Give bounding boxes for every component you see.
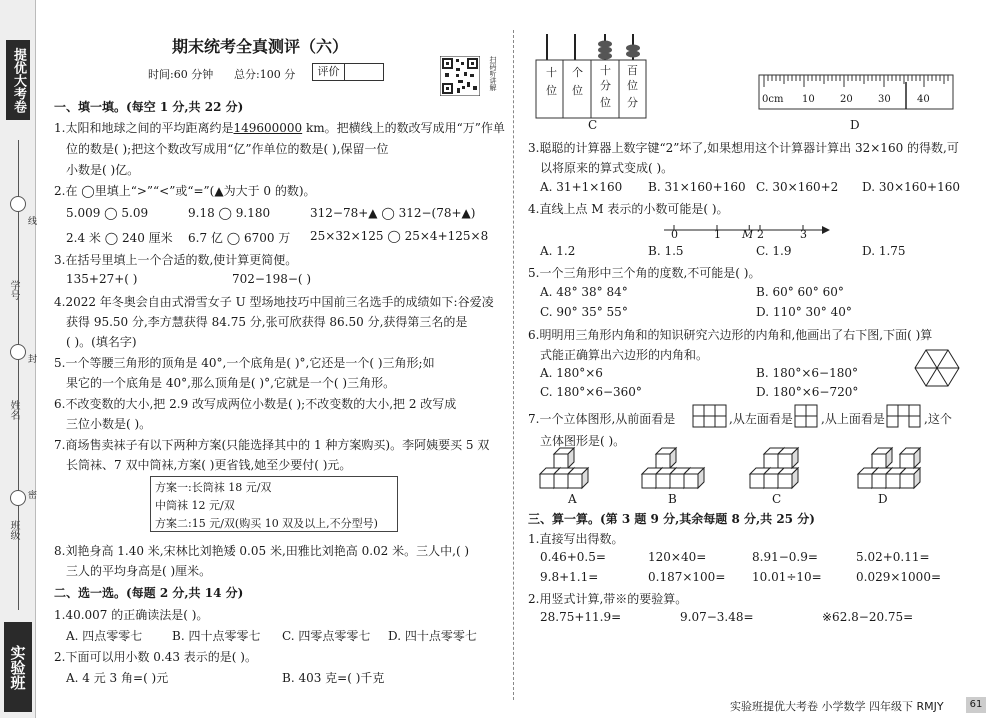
number-line-label: 1 bbox=[714, 228, 721, 241]
s2-q3-option[interactable]: C. 30×160+2 bbox=[756, 180, 839, 194]
s2-q1-prompt: 1.40.007 的正确读法是( )。 bbox=[54, 608, 209, 622]
s2-q6-line1: 6.明明用三角形内角和的知识研究六边形的内角和,他画出了右下图,下面( )算 bbox=[528, 328, 933, 342]
s2-q6-option[interactable]: D. 180°×6−720° bbox=[756, 385, 859, 399]
q2-item: 9.18 ◯ 9.180 bbox=[188, 206, 271, 220]
hexagon-figure bbox=[914, 348, 960, 388]
s2-q6-line2: 式能正确算出六边形的内角和。 bbox=[540, 348, 709, 362]
seal-word: 封 bbox=[28, 355, 38, 365]
abacus-label: 百 bbox=[627, 64, 638, 77]
s2-q2-prompt: 2.下面可以用小数 0.43 表示的是( )。 bbox=[54, 650, 257, 664]
page-divider bbox=[513, 30, 514, 700]
s2-q5-prompt: 5.一个三角形中三个角的度数,不可能是( )。 bbox=[528, 266, 761, 280]
number-line-label: 3 bbox=[800, 228, 807, 241]
seal-word: 密 bbox=[28, 491, 38, 501]
student-id-label: 学号 bbox=[8, 280, 19, 300]
q7-line1: 7.商场售卖袜子有以下两种方案(只能选择其中的 1 种方案购买)。李阿姨要买 5 双 bbox=[54, 438, 490, 452]
score-label: 总分:100 分 bbox=[234, 68, 296, 81]
s2-q7-text-d: ,这个 bbox=[924, 412, 952, 426]
solid-label[interactable]: C bbox=[772, 492, 782, 506]
s2-q2-option[interactable]: B. 403 克=( )千克 bbox=[282, 671, 385, 685]
left-view-icon bbox=[794, 404, 820, 428]
calc-item[interactable]: 0.46+0.5= bbox=[540, 550, 606, 564]
number-line-m-label: M bbox=[742, 228, 754, 241]
q2-item: 25×32×125 ◯ 25×4+125×8 bbox=[310, 229, 489, 243]
s2-q4-option[interactable]: A. 1.2 bbox=[540, 244, 576, 258]
class-label: 班级 bbox=[8, 520, 19, 540]
brand-logo-top: 提优大考卷 bbox=[6, 40, 30, 120]
abacus-label: 位 bbox=[627, 79, 638, 92]
s2-q1-option[interactable]: D. 四十点零零七 bbox=[388, 629, 477, 643]
s2-q5-option[interactable]: B. 60° 60° 60° bbox=[756, 285, 844, 299]
plan-one: 方案一:长筒袜 18 元/双 bbox=[155, 481, 272, 494]
abacus-label: 位 bbox=[572, 84, 583, 97]
name-label: 姓名 bbox=[8, 400, 19, 420]
s2-q6-option[interactable]: A. 180°×6 bbox=[540, 366, 603, 380]
q3-item: 135+27+( ) bbox=[66, 272, 138, 286]
ruler-tick-label: 20 bbox=[840, 94, 853, 105]
s2-q3-option[interactable]: B. 31×160+160 bbox=[648, 180, 746, 194]
calc-item[interactable]: 0.029×1000= bbox=[856, 570, 942, 584]
s2-q5-option[interactable]: C. 90° 35° 55° bbox=[540, 305, 628, 319]
plan-one-b: 中筒袜 12 元/双 bbox=[155, 499, 235, 512]
s2-q6-option[interactable]: C. 180°×6−360° bbox=[540, 385, 642, 399]
q6-line2: 三位小数是( )。 bbox=[66, 417, 152, 431]
s3-q1-prompt: 1.直接写出得数。 bbox=[528, 532, 624, 546]
s2-q6-option[interactable]: B. 180°×6−180° bbox=[756, 366, 858, 380]
q4-line1: 4.2022 年冬奥会自由式滑雪女子 U 型场地技巧中国前三名选手的成绩如下:谷爱凌 bbox=[54, 295, 494, 309]
s2-q4-option[interactable]: D. 1.75 bbox=[862, 244, 906, 258]
ruler-tick-label: 40 bbox=[917, 94, 930, 105]
s2-q7-line2: 立体图形是( )。 bbox=[540, 434, 626, 448]
option-c-label: C bbox=[588, 118, 598, 132]
abacus-label: 分 bbox=[627, 96, 638, 109]
s2-q7-text-a: 7.一个立体图形,从前面看是 bbox=[528, 412, 676, 426]
q3-prompt: 3.在括号里填上一个合适的数,使计算更简便。 bbox=[54, 253, 298, 267]
abacus-label: 分 bbox=[600, 79, 611, 92]
evaluation-box[interactable] bbox=[312, 63, 384, 81]
plan-two: 方案二:15 元/双(购买 10 双及以上,不分型号) bbox=[155, 517, 378, 530]
brand-logo-bottom: 实验班 bbox=[4, 622, 32, 712]
section3-heading: 三、算一算。(第 3 题 9 分,其余每题 8 分,共 25 分) bbox=[528, 512, 815, 526]
abacus-label: 个 bbox=[572, 66, 583, 79]
solid-option-d bbox=[858, 448, 920, 488]
q6-line1: 6.不改变数的大小,把 2.9 改写成两位小数是( );不改变数的大小,把 2 改写成 bbox=[54, 397, 457, 411]
ruler-tick-label: 30 bbox=[878, 94, 891, 105]
qr-code-icon[interactable] bbox=[440, 56, 480, 96]
abacus-label: 十 bbox=[546, 66, 557, 79]
calc-item[interactable]: 9.8+1.1= bbox=[540, 570, 599, 584]
number-line-label: 0 bbox=[671, 228, 678, 241]
option-d-label: D bbox=[850, 118, 860, 132]
vertical-calc-item[interactable]: 28.75+11.9= bbox=[540, 610, 622, 624]
seal-circle bbox=[10, 196, 26, 212]
top-view-icon bbox=[886, 404, 922, 428]
calc-item[interactable]: 120×40= bbox=[648, 550, 707, 564]
abacus-label: 位 bbox=[546, 84, 557, 97]
s2-q5-option[interactable]: D. 110° 30° 40° bbox=[756, 305, 852, 319]
calc-item[interactable]: 0.187×100= bbox=[648, 570, 726, 584]
seal-circle bbox=[10, 344, 26, 360]
calc-item[interactable]: 10.01÷10= bbox=[752, 570, 822, 584]
s2-q1-option[interactable]: C. 四零点零零七 bbox=[282, 629, 371, 643]
vertical-calc-item[interactable]: ※62.8−20.75= bbox=[822, 610, 914, 624]
q4-line2: 获得 95.50 分,李方慧获得 84.75 分,张可欣获得 86.50 分,获得第三名的是 bbox=[66, 315, 468, 329]
solid-option-c bbox=[750, 448, 798, 488]
solid-label[interactable]: D bbox=[878, 492, 888, 506]
q2-item: 6.7 亿 ◯ 6700 万 bbox=[188, 231, 291, 245]
q8-line1: 8.刘艳身高 1.40 米,宋林比刘艳矮 0.05 米,田雅比刘艳高 0.02 米。三人中,( ) bbox=[54, 544, 470, 558]
q2-item: 5.009 ◯ 5.09 bbox=[66, 206, 149, 220]
s2-q4-prompt: 4.直线上点 M 表示的小数可能是( )。 bbox=[528, 202, 729, 216]
front-view-icon bbox=[692, 404, 728, 428]
s2-q5-option[interactable]: A. 48° 38° 84° bbox=[540, 285, 628, 299]
s2-q1-option[interactable]: A. 四点零零七 bbox=[66, 629, 143, 643]
section2-heading: 二、选一选。(每题 2 分,共 14 分) bbox=[54, 586, 244, 600]
solid-option-a bbox=[540, 448, 588, 488]
solid-label[interactable]: B bbox=[668, 492, 677, 506]
page-number: 61 bbox=[966, 697, 986, 713]
s2-q1-option[interactable]: B. 四十点零零七 bbox=[172, 629, 261, 643]
q1-number: 149600000 bbox=[233, 121, 303, 135]
solid-label[interactable]: A bbox=[568, 492, 577, 506]
q3-item: 702−198−( ) bbox=[232, 272, 312, 286]
calc-item[interactable]: 5.02+0.11= bbox=[856, 550, 930, 564]
time-label: 时间:60 分钟 bbox=[148, 68, 214, 81]
vertical-calc-item[interactable]: 9.07−3.48= bbox=[680, 610, 754, 624]
s3-q2-prompt: 2.用竖式计算,带※的要验算。 bbox=[528, 592, 688, 606]
s2-q3-option[interactable]: A. 31+1×160 bbox=[540, 180, 623, 194]
solid-figures bbox=[536, 446, 956, 492]
q2-prompt: 2.在 ◯里填上“>”“<”或“=”(▲为大于 0 的数)。 bbox=[54, 184, 316, 198]
s2-q3-option[interactable]: D. 30×160+160 bbox=[862, 180, 961, 194]
s2-q4-option[interactable]: B. 1.5 bbox=[648, 244, 684, 258]
q2-item: 2.4 米 ◯ 240 厘米 bbox=[66, 231, 173, 245]
abacus-label: 十 bbox=[600, 64, 611, 77]
s2-q2-option[interactable]: A. 4 元 3 角=( )元 bbox=[66, 671, 169, 685]
solid-option-b bbox=[642, 448, 704, 488]
footer-text: 实验班提优大考卷 小学数学 四年级下 RMJY bbox=[730, 700, 944, 713]
s2-q4-option[interactable]: C. 1.9 bbox=[756, 244, 792, 258]
s2-q7-text-b: ,从左面看是 bbox=[729, 412, 793, 426]
qr-caption: 扫码听讲解 bbox=[489, 56, 497, 91]
seal-word: 线 bbox=[28, 217, 38, 227]
q5-line1: 5.一个等腰三角形的顶角是 40°,一个底角是( )°,它还是一个( )三角形;如 bbox=[54, 356, 435, 370]
q7-line2: 长筒袜、7 双中筒袜,方案( )更省钱,她至少要付( )元。 bbox=[66, 458, 352, 472]
page-title: 期末统考全真测评（六） bbox=[172, 37, 349, 56]
ruler-tick-label: 10 bbox=[802, 94, 815, 105]
s2-q7-text-c: ,从上面看是 bbox=[821, 412, 885, 426]
q2-item: 312−78+▲ ◯ 312−(78+▲) bbox=[310, 206, 476, 220]
calc-item[interactable]: 8.91−0.9= bbox=[752, 550, 818, 564]
s2-q3-line1: 3.聪聪的计算器上数字键“2”坏了,如果想用这个计算器计算出 32×160 的得数,可 bbox=[528, 141, 959, 155]
abacus-label: 位 bbox=[600, 96, 611, 109]
q1-line3: 小数是( )亿。 bbox=[66, 163, 140, 177]
seal-circle bbox=[10, 490, 26, 506]
q1-line1: 1.太阳和地球之间的平均距离约是149600000 km。把横线上的数改写成用“万”作单 bbox=[54, 121, 505, 135]
s2-q3-line2: 以将原来的算式变成( )。 bbox=[540, 161, 674, 175]
q5-line2: 果它的一个底角是 40°,那么顶角是( )°,它就是一个( )三角形。 bbox=[66, 376, 396, 390]
ruler-tick-label: 0cm bbox=[762, 94, 784, 105]
section1-heading: 一、填一填。(每空 1 分,共 22 分) bbox=[54, 100, 244, 114]
q1-line2: 位的数是( );把这个数改写成用“亿”作单位的数是( ),保留一位 bbox=[66, 142, 389, 156]
number-line-label: 2 bbox=[757, 228, 764, 241]
evaluation-label: 评价 bbox=[313, 64, 345, 80]
q8-line2: 三人的平均身高是( )厘米。 bbox=[66, 564, 212, 578]
q4-line3: ( )。(填名字) bbox=[66, 335, 137, 349]
